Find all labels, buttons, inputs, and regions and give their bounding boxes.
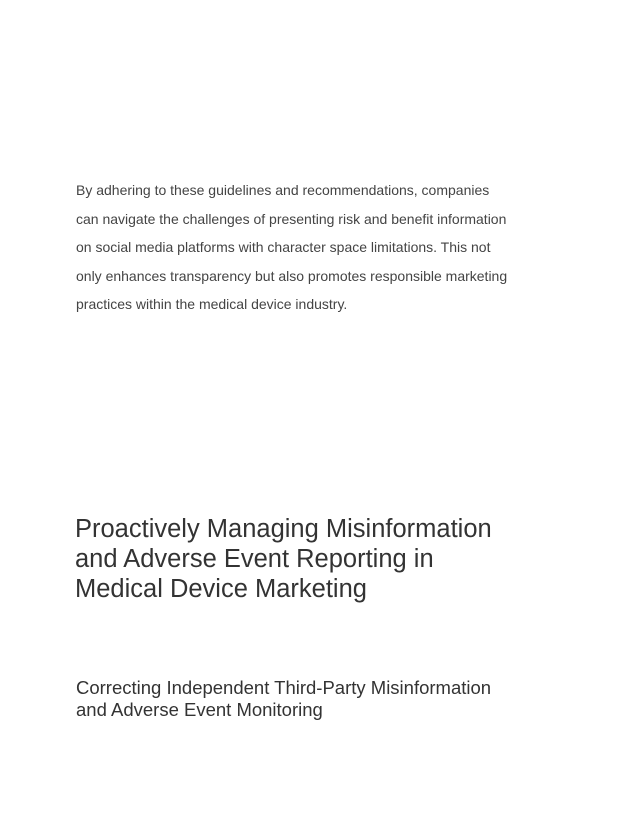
paragraph-line: practices within the medical device industry.: [76, 296, 348, 312]
paragraph-line: on social media platforms with character space limitations. This not: [76, 239, 491, 255]
section-heading-line: Proactively Managing Misinformation: [75, 515, 492, 543]
section-heading-line: Medical Device Marketing: [75, 575, 367, 603]
paragraph-line: By adhering to these guidelines and recommendations, companies: [76, 182, 490, 198]
subsection-heading-line: Correcting Independent Third-Party Misinformation: [76, 677, 492, 698]
paragraph-line: only enhances transparency but also promotes responsible marketing: [76, 267, 508, 284]
section-heading: [75, 514, 595, 604]
subsection-heading-line: and Adverse Event Monitoring: [76, 699, 323, 720]
body-paragraph: [76, 176, 536, 319]
section-heading-line: and Adverse Event Reporting in: [75, 545, 434, 573]
paragraph-line: can navigate the challenges of presenting risk and benefit information: [76, 210, 507, 227]
subsection-heading: [76, 677, 596, 721]
